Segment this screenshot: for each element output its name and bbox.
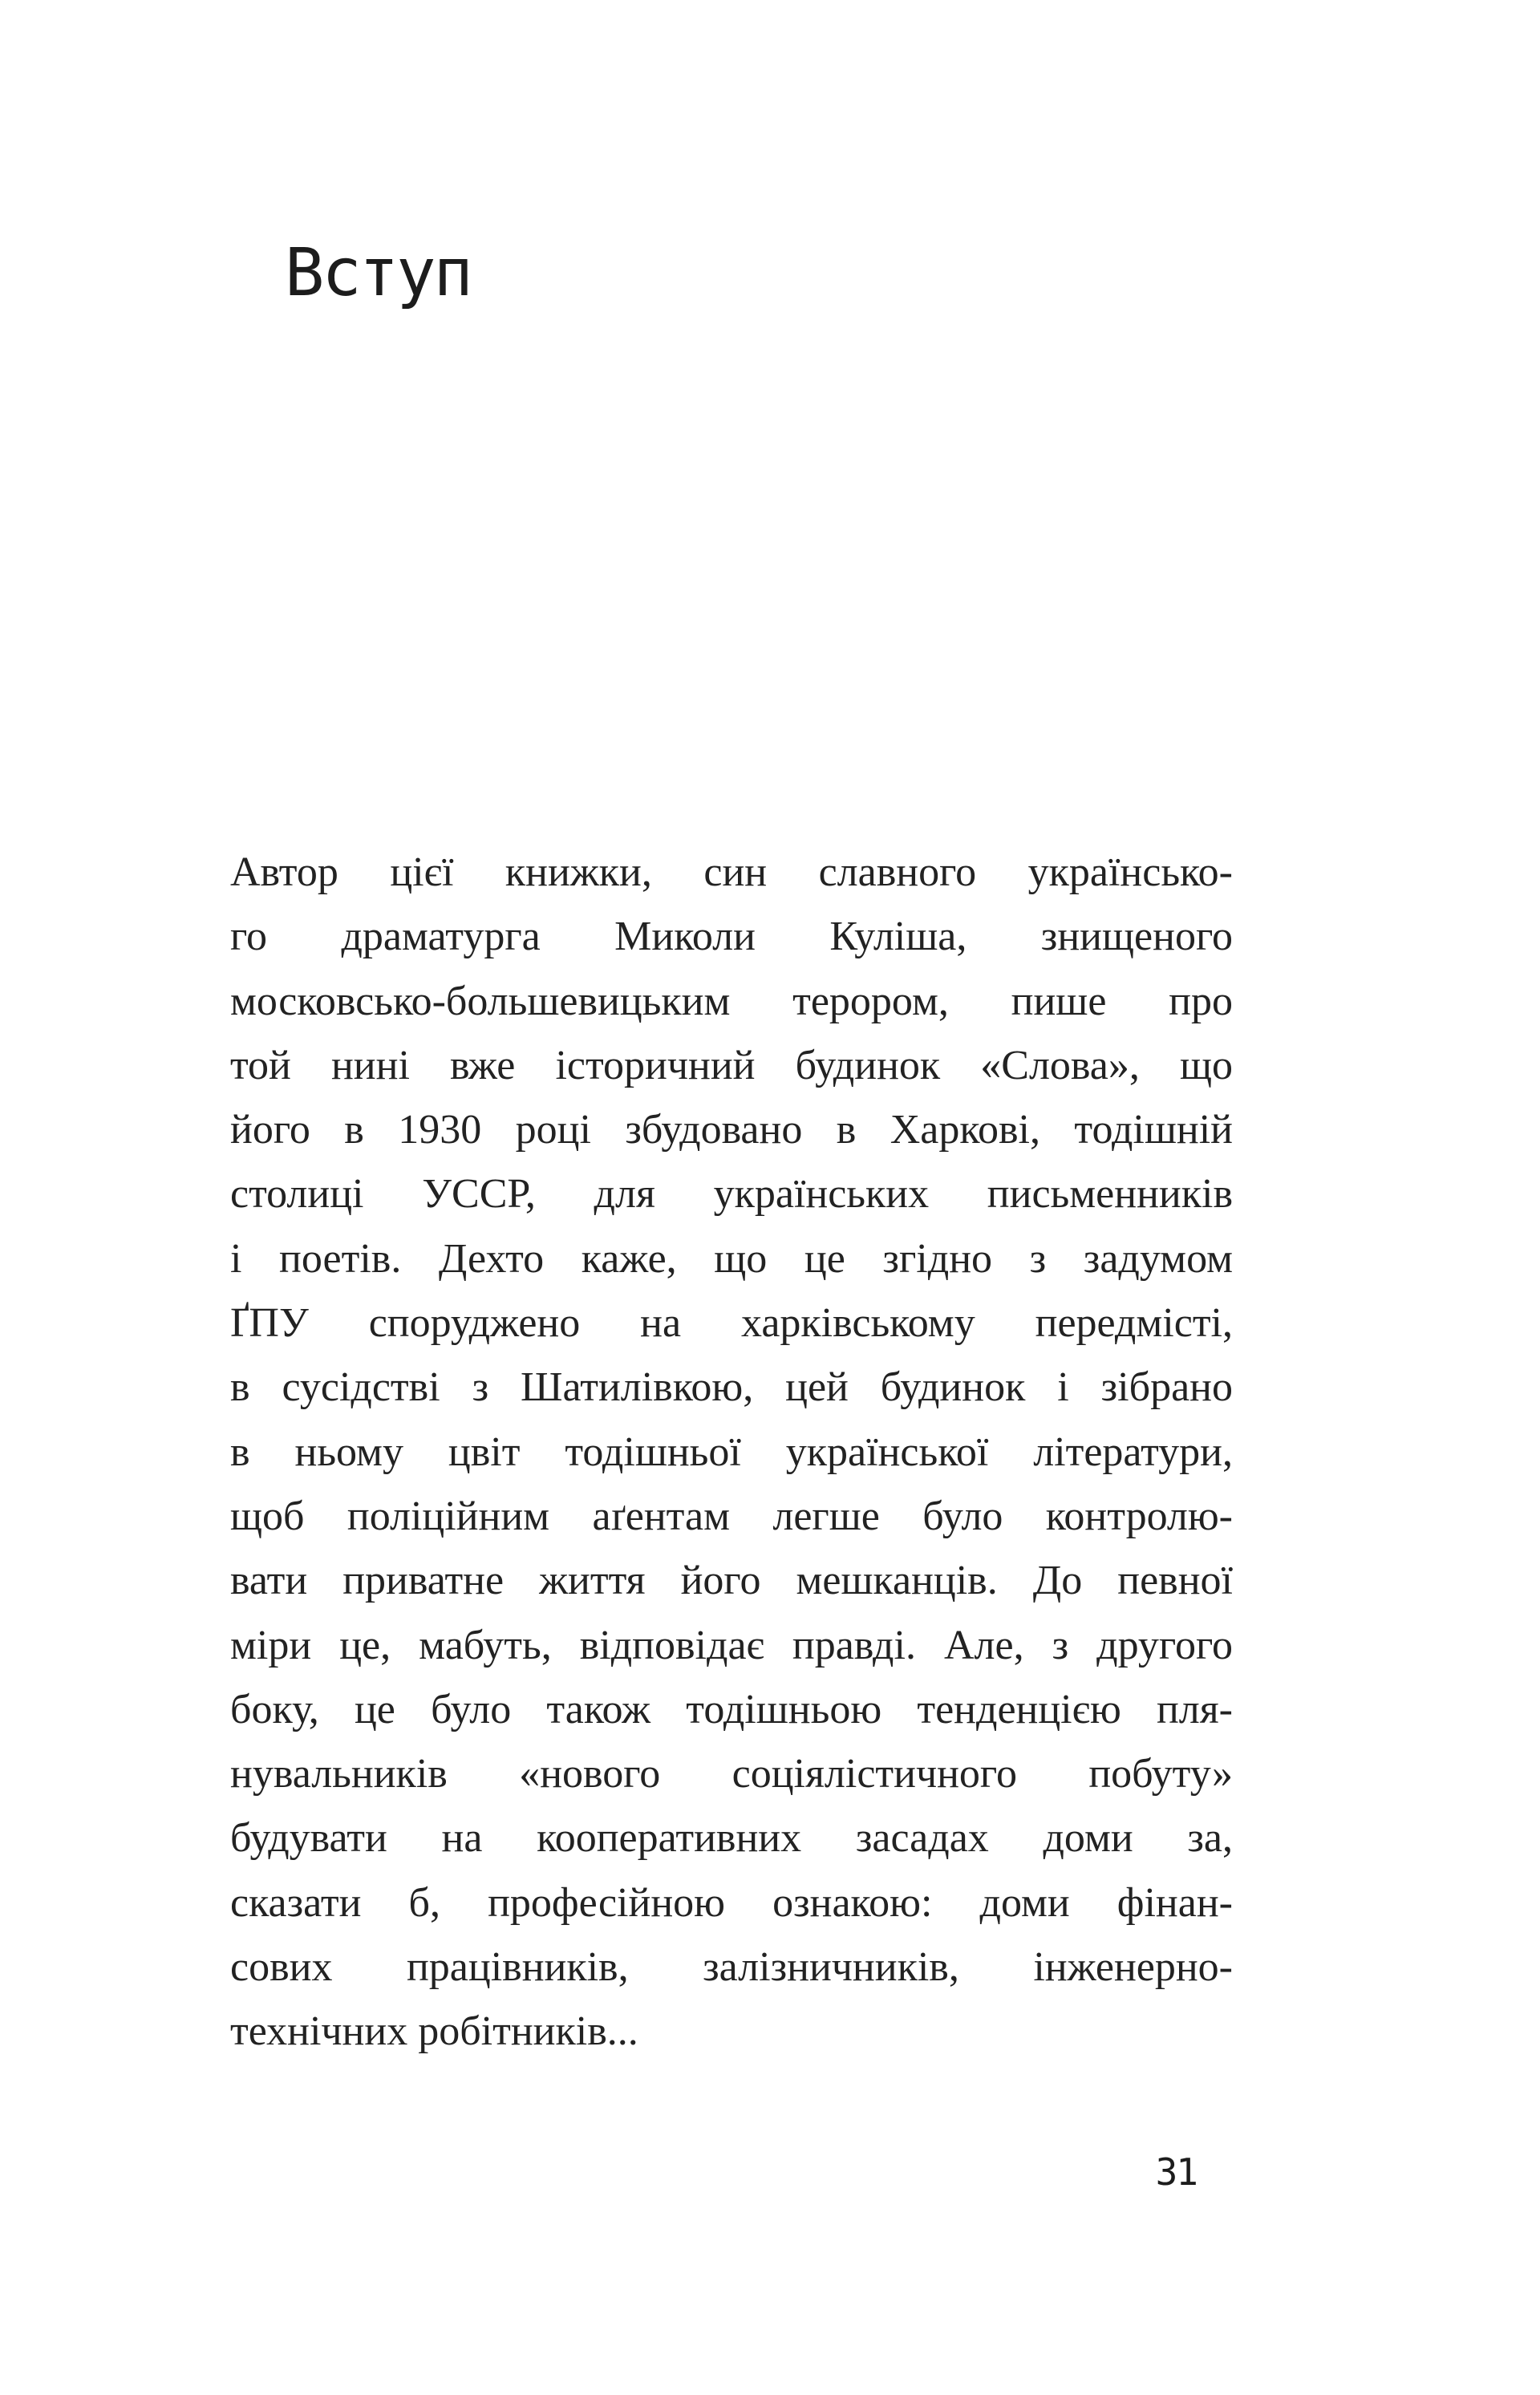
text-line: сових працівників, залізничників, інженерно-	[230, 1944, 1233, 1991]
text-line: го драматурга Миколи Куліша, знищеного	[230, 914, 1233, 960]
text-line: і поетів. Дехто каже, що це згідно з задумом	[230, 1235, 1233, 1282]
text-line: той нині вже історичний будинок «Слова», що	[230, 1042, 1233, 1088]
text-line: його в 1930 році збудовано в Харкові, тодішній	[230, 1107, 1233, 1153]
text-line: сказати б, професійною ознакою: доми фінан-	[230, 1879, 1233, 1926]
chapter-title: Вступ	[285, 235, 471, 311]
text-line: ҐПУ споруджено на харківському передмісті,	[230, 1300, 1233, 1347]
body-paragraph	[230, 841, 1233, 2065]
text-line: міри це, мабуть, відповідає правді. Але, з другого	[230, 1622, 1233, 1668]
text-line: вати приватне життя його мешканців. До певної	[230, 1558, 1233, 1604]
text-line: столиці УССР, для українських письменників	[230, 1171, 1233, 1218]
text-line: в ньому цвіт тодішньої української літератури,	[230, 1428, 1233, 1475]
page-number: 31	[1155, 2150, 1197, 2194]
text-line: в сусідстві з Шатилівкою, цей будинок і зібрано	[230, 1364, 1233, 1411]
text-line: щоб поліційним аґентам легше було контролю-	[230, 1493, 1233, 1539]
text-line: боку, це було також тодішньою тенденцією пля-	[230, 1686, 1233, 1732]
text-line: нувальників «нового соціялістичного побуту»	[230, 1751, 1233, 1797]
text-line: будувати на кооперативних засадах доми за,	[230, 1815, 1233, 1862]
text-line: технічних робітників...	[230, 2008, 638, 2055]
text-line: Автор цієї книжки, син славного українсько-	[230, 849, 1233, 895]
text-line: московсько-большевицьким терором, пише про	[230, 978, 1233, 1024]
